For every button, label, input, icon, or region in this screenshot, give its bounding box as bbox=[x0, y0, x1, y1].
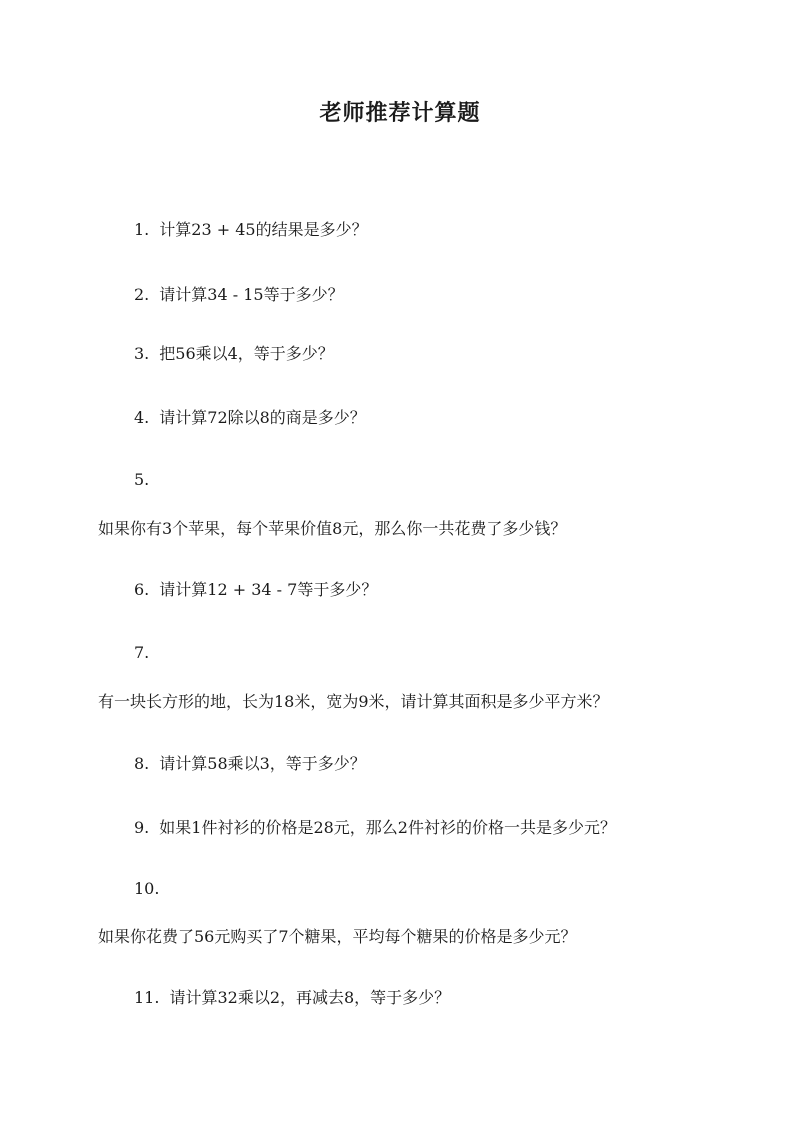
question-8 bbox=[134, 752, 366, 776]
question-text: 如果你花费了56元购买了7个糖果，平均每个糖果的价格是多少元？ bbox=[98, 927, 577, 946]
question-text: 请计算58乘以3，等于多少？ bbox=[159, 754, 366, 773]
question-text: 把56乘以4，等于多少？ bbox=[159, 344, 334, 363]
question-4 bbox=[134, 406, 366, 430]
question-text: 计算23 + 45的结果是多少？ bbox=[159, 220, 368, 239]
question-number: 4. bbox=[134, 408, 150, 427]
question-9 bbox=[134, 816, 616, 840]
question-text: 请计算12 + 34 - 7等于多少？ bbox=[159, 580, 378, 599]
question-number: 7. bbox=[134, 643, 150, 662]
question-5 bbox=[98, 517, 566, 541]
question-number: 2. bbox=[134, 285, 150, 304]
question-5-number bbox=[134, 468, 149, 492]
question-1 bbox=[134, 218, 368, 242]
question-text: 如果你有3个苹果，每个苹果价值8元，那么你一共花费了多少钱？ bbox=[98, 519, 567, 538]
question-number: 9. bbox=[134, 818, 150, 837]
question-10-number bbox=[134, 877, 159, 901]
question-number: 8. bbox=[134, 754, 150, 773]
question-text: 有一块长方形的地，长为18米，宽为9米，请计算其面积是多少平方米？ bbox=[98, 692, 609, 711]
question-text: 请计算34 - 15等于多少？ bbox=[159, 285, 344, 304]
question-text: 请计算72除以8的商是多少？ bbox=[159, 408, 366, 427]
question-7-number bbox=[134, 641, 149, 665]
question-text: 如果1件衬衫的价格是28元，那么2件衬衫的价格一共是多少元？ bbox=[159, 818, 616, 837]
question-11 bbox=[134, 986, 450, 1010]
question-number: 6. bbox=[134, 580, 150, 599]
question-3 bbox=[134, 342, 334, 366]
question-text: 请计算32乘以2，再减去8，等于多少？ bbox=[169, 988, 451, 1007]
question-number: 1. bbox=[134, 220, 150, 239]
question-6 bbox=[134, 578, 377, 602]
question-number: 5. bbox=[134, 470, 150, 489]
question-number: 3. bbox=[134, 344, 150, 363]
question-10 bbox=[98, 925, 577, 949]
question-number: 11. bbox=[134, 988, 160, 1007]
question-number: 10. bbox=[134, 879, 160, 898]
page-title: 老师推荐计算题 bbox=[319, 100, 481, 126]
question-2 bbox=[134, 283, 344, 307]
question-7 bbox=[98, 690, 609, 714]
